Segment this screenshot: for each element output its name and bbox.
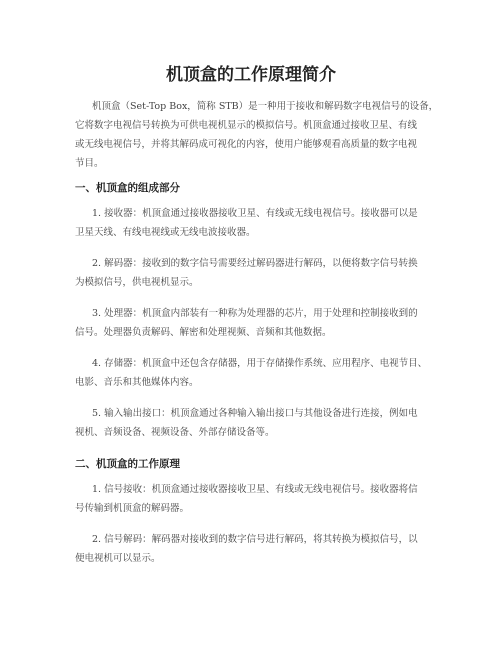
list-item-line: 信号。处理器负责解码、解密和处理视频、音频和其他数据。 bbox=[75, 327, 332, 338]
section-heading: 一、机顶盒的组成部分 bbox=[75, 182, 180, 194]
list-item bbox=[75, 304, 435, 342]
intro-line: 节目。 bbox=[75, 158, 104, 169]
list-item-line: 号传输到机顶盒的解码器。 bbox=[75, 503, 190, 514]
list-item-line: 1. 接收器：机顶盒通过接收器接收卫星、有线或无线电视信号。接收器可以是 bbox=[92, 208, 418, 219]
list-item-line: 5. 输入输出接口：机顶盒通过各种输入输出接口与其他设备进行连接，例如电 bbox=[92, 408, 418, 419]
list-item-line: 为模拟信号，供电视机显示。 bbox=[75, 277, 199, 288]
list-item bbox=[75, 530, 435, 568]
list-item bbox=[75, 404, 435, 442]
list-item-line: 4. 存储器：机顶盒中还包含存储器，用于存储操作系统、应用程序、电视节目、 bbox=[92, 358, 428, 369]
list-item-line: 3. 处理器：机顶盒内部装有一种称为处理器的芯片，用于处理和控制接收到的 bbox=[92, 308, 418, 319]
document-title: 机顶盒的工作原理简介 bbox=[166, 65, 336, 85]
list-item-line: 视机、音频设备、视频设备、外部存储设备等。 bbox=[75, 427, 275, 438]
list-item-line: 2. 信号解码：解码器对接收到的数字信号进行解码，将其转换为模拟信号，以 bbox=[92, 534, 418, 545]
list-item-line: 便电视机可以显示。 bbox=[75, 553, 161, 564]
section-heading: 二、机顶盒的工作原理 bbox=[75, 458, 180, 470]
list-item bbox=[75, 204, 435, 242]
list-item bbox=[75, 354, 435, 392]
list-item bbox=[75, 480, 435, 518]
intro-line: 机顶盒（Set-Top Box，简称 STB）是一种用于接收和解码数字电视信号的设备， bbox=[92, 101, 439, 112]
intro-paragraph bbox=[75, 97, 439, 173]
list-item bbox=[75, 254, 435, 292]
list-item-line: 卫星天线、有线电视线或无线电波接收器。 bbox=[75, 227, 256, 238]
intro-line: 它将数字电视信号转换为可供电视机显示的模拟信号。机顶盒通过接收卫星、有线 bbox=[75, 120, 418, 131]
intro-line: 或无线电视信号，并将其解码成可视化的内容，使用户能够观看高质量的数字电视 bbox=[75, 139, 418, 150]
list-item-line: 2. 解码器：接收到的数字信号需要经过解码器进行解码，以便将数字信号转换 bbox=[92, 258, 418, 269]
list-item-line: 电影、音乐和其他媒体内容。 bbox=[75, 377, 199, 388]
list-item-line: 1. 信号接收：机顶盒通过接收器接收卫星、有线或无线电视信号。接收器将信 bbox=[92, 484, 418, 495]
